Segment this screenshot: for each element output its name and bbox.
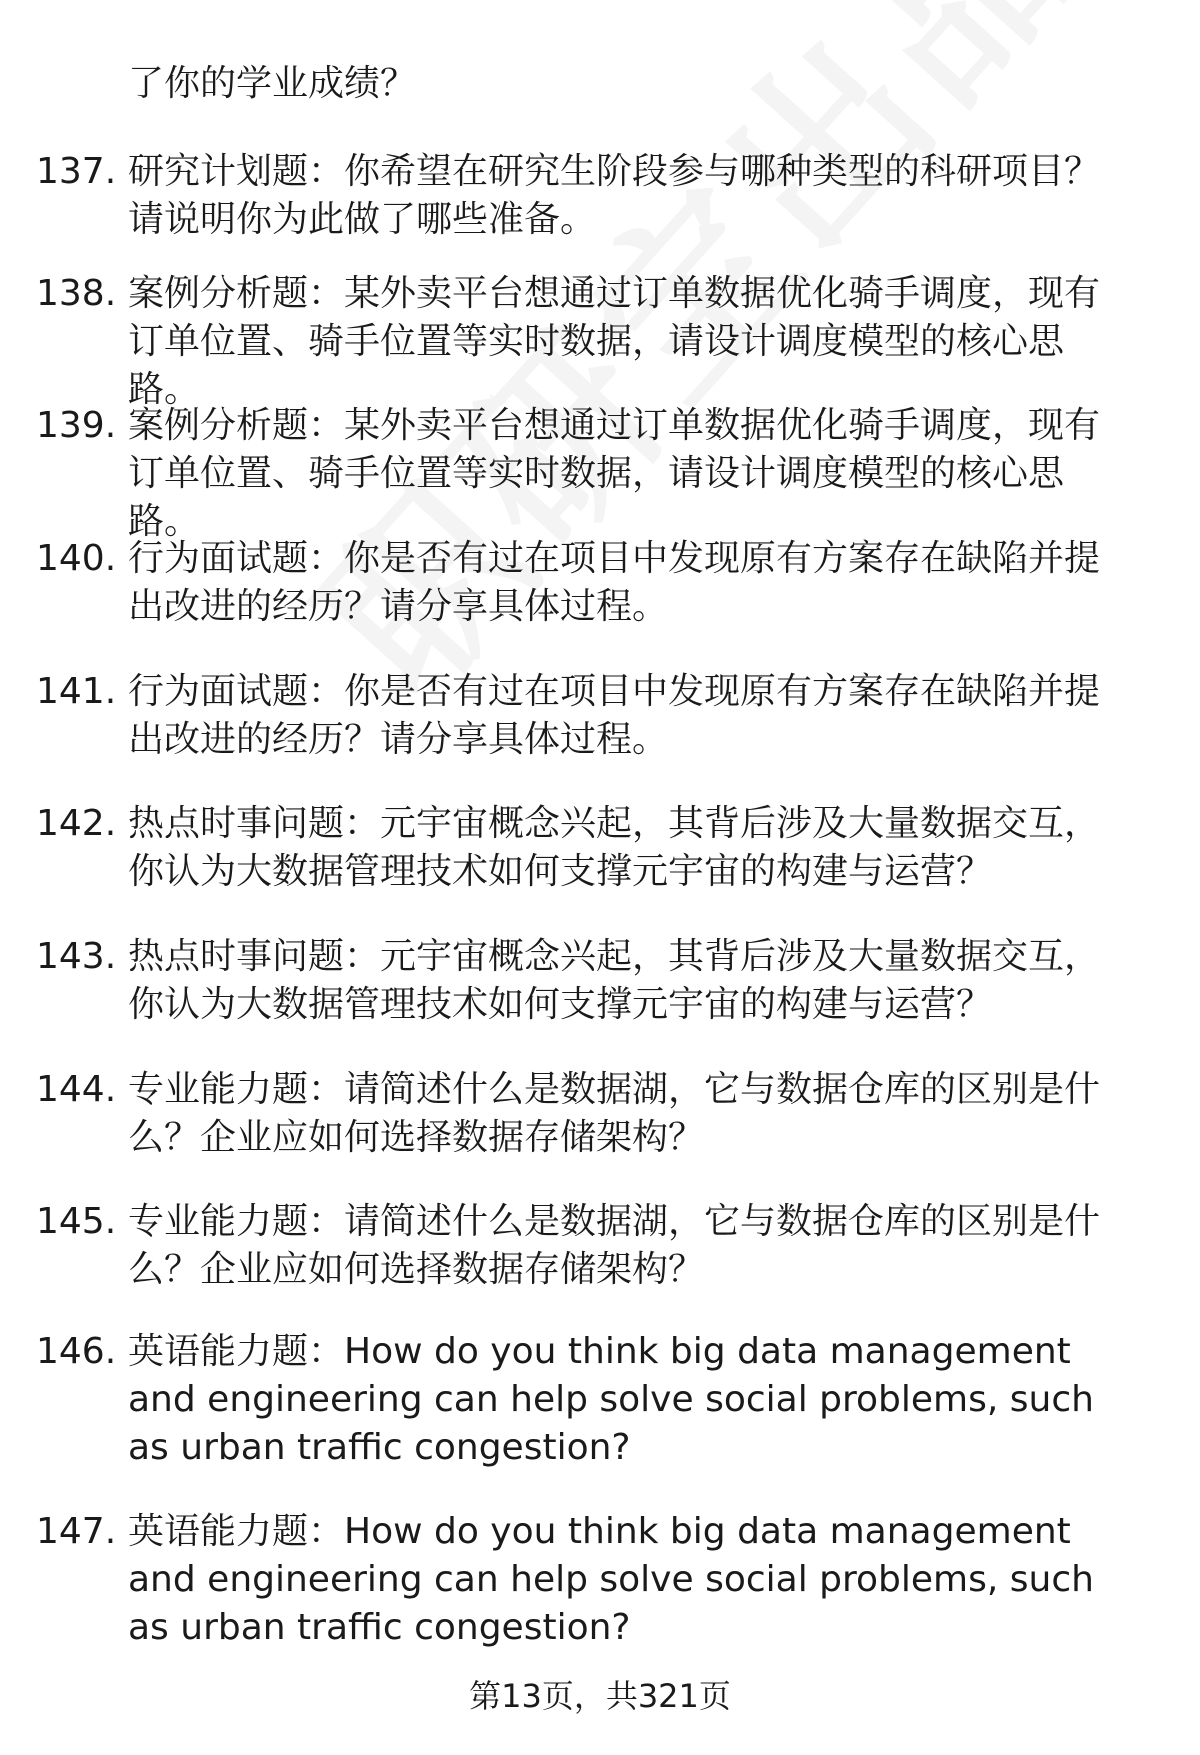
question-text: 案例分析题：某外卖平台想通过订单数据优化骑手调度，现有订单位置、骑手位置等实时数据，请设计调度模型的核心思路。 <box>128 405 1101 542</box>
question-number: 142. <box>36 803 117 844</box>
question-number: 145. <box>36 1201 117 1242</box>
question-number: 140. <box>36 538 117 579</box>
page-footer: 第13页，共321页 <box>469 1677 731 1715</box>
continuation-text: 了你的学业成绩？ <box>128 63 417 104</box>
question-number: 137. <box>36 151 117 192</box>
question-text: 专业能力题：请简述什么是数据湖，它与数据仓库的区别是什么？企业应如何选择数据存储架构？ <box>128 1201 1101 1290</box>
question-text: 英语能力题：How do you think big data management and engineering can help solve social problems, such as urban traffic congestion? <box>128 1331 1094 1468</box>
question-text: 案例分析题：某外卖平台想通过订单数据优化骑手调度，现有订单位置、骑手位置等实时数据，请设计调度模型的核心思路。 <box>128 273 1101 410</box>
question-number: 138. <box>36 273 117 314</box>
question-number: 147. <box>36 1511 117 1552</box>
question-text: 研究计划题：你希望在研究生阶段参与哪种类型的科研项目？请说明你为此做了哪些准备。 <box>128 151 1101 240</box>
question-number: 139. <box>36 405 117 446</box>
question-text: 行为面试题：你是否有过在项目中发现原有方案存在缺陷并提出改进的经历？请分享具体过程。 <box>128 671 1101 760</box>
question-text: 热点时事问题：元宇宙概念兴起，其背后涉及大量数据交互，你认为大数据管理技术如何支撑元宇宙的构建与运营？ <box>128 803 1101 892</box>
question-number: 146. <box>36 1331 117 1372</box>
question-number: 141. <box>36 671 117 712</box>
question-text: 专业能力题：请简述什么是数据湖，它与数据仓库的区别是什么？企业应如何选择数据存储架构？ <box>128 1069 1101 1158</box>
question-number: 144. <box>36 1069 117 1110</box>
question-text: 英语能力题：How do you think big data management and engineering can help solve social problems, such as urban traffic congestion? <box>128 1511 1094 1648</box>
question-text: 热点时事问题：元宇宙概念兴起，其背后涉及大量数据交互，你认为大数据管理技术如何支撑元宇宙的构建与运营？ <box>128 936 1101 1025</box>
question-text: 行为面试题：你是否有过在项目中发现原有方案存在缺陷并提出改进的经历？请分享具体过程。 <box>128 538 1101 627</box>
question-number: 143. <box>36 936 117 977</box>
